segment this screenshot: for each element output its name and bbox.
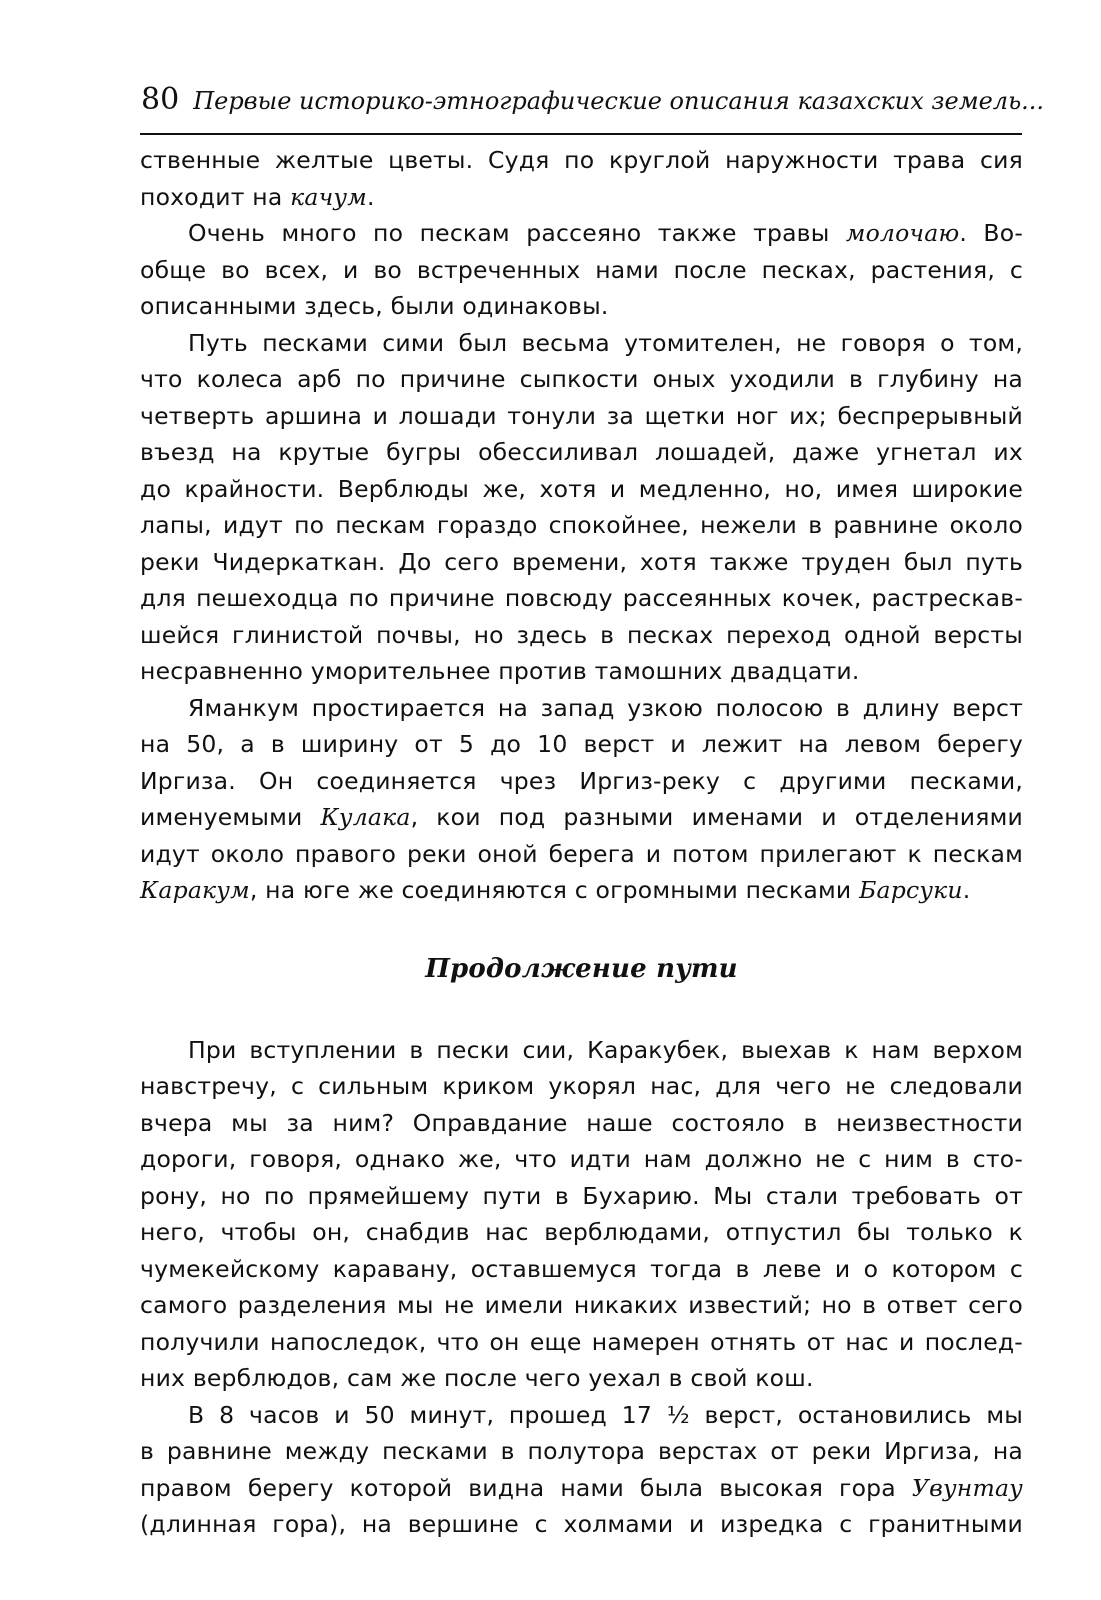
- text-line: [140, 507, 1023, 544]
- text-run: именуемыми: [140, 803, 321, 831]
- text-line: [140, 1105, 1023, 1142]
- text-run: до крайности. Верблюды же, хотя и медленно, но, имея широкие: [140, 474, 1023, 503]
- text-line: [140, 288, 1023, 325]
- text-line: [140, 142, 1023, 179]
- text-run: навстречу, с сильным криком укорял нас, для чего не следовали: [140, 1072, 1023, 1100]
- text-run: для пешеходца по причине повсюду рассеянных кочек, растрескав-: [140, 584, 1023, 612]
- text-run: .: [962, 876, 971, 904]
- page-number: 80: [141, 82, 180, 117]
- text-line: [140, 1360, 1023, 1397]
- paragraph: [140, 1397, 1023, 1543]
- text-run: В 8 часов и 50 минут, прошед 17 ½ верст, остановились мы: [188, 1400, 1023, 1429]
- text-line: [140, 1032, 1023, 1069]
- text-line: [140, 1324, 1023, 1361]
- text-line: [140, 1506, 1023, 1543]
- text-run: Очень много по пескам рассеяно также травы: [188, 219, 846, 247]
- text-line: [140, 1178, 1023, 1215]
- text-line: [140, 617, 1023, 654]
- text-run: идут около правого реки оной берега и потом прилегают к пескам: [140, 839, 1023, 868]
- text-line: [140, 1287, 1023, 1324]
- body-text: [140, 142, 1023, 1543]
- text-run: него, чтобы он, снабдив нас верблюдами, отпустил бы только к: [140, 1218, 1023, 1246]
- paragraph: [140, 1032, 1023, 1397]
- text-line: [140, 1214, 1023, 1251]
- running-title: Первые историко-этнографические описания казахских земель...: [193, 87, 1045, 115]
- text-line: [140, 580, 1023, 617]
- text-line: [140, 1068, 1023, 1105]
- text-run: получили напоследок, что он еще намерен отнять от нас и послед-: [140, 1327, 1023, 1356]
- paragraph: [140, 142, 1023, 215]
- text-run: правом берегу которой видна нами была высокая гора: [140, 1473, 912, 1502]
- text-run: походит на: [140, 182, 291, 211]
- text-run: ственные желтые цветы. Судя по круглой наружности трава сия: [140, 146, 1023, 174]
- text-run: реки Чидеркаткан. До сего времени, хотя также труден был путь: [140, 547, 1023, 576]
- text-line: [140, 179, 1023, 216]
- text-run: описанными здесь, были одинаковы.: [140, 292, 609, 320]
- italic-term: Кулака: [320, 803, 411, 831]
- text-line: [140, 653, 1023, 690]
- text-line: [140, 1251, 1023, 1288]
- text-line: [140, 1470, 1023, 1507]
- text-line: [140, 872, 1023, 909]
- text-run: обще во всех, и во встреченных нами после песках, растения, с: [140, 255, 1023, 284]
- text-line: [140, 434, 1023, 471]
- paragraph: [140, 215, 1023, 325]
- text-run: въезд на крутые бугры обессиливал лошадей, даже угнетал их: [140, 438, 1023, 466]
- italic-term: качум: [290, 182, 367, 211]
- paragraph: [140, 325, 1023, 690]
- text-line: [140, 799, 1023, 836]
- text-run: что колеса арб по причине сыпкости оных уходили в глубину на: [140, 365, 1023, 393]
- header-rule: [140, 133, 1022, 135]
- section-text-1: [140, 142, 1023, 909]
- text-line: [140, 690, 1023, 727]
- text-line: [140, 763, 1023, 800]
- italic-term: молочаю: [845, 219, 960, 247]
- text-run: .: [366, 182, 375, 211]
- text-run: . Во-: [959, 219, 1024, 247]
- text-line: [140, 361, 1023, 398]
- italic-term: Барсуки: [859, 876, 963, 904]
- text-line: [140, 1397, 1023, 1434]
- paragraph: [140, 690, 1023, 909]
- italic-term: Увунтау: [911, 1473, 1023, 1502]
- text-run: При вступлении в пески сии, Каракубек, выехав к нам верхом: [188, 1035, 1023, 1064]
- section-text-2: [140, 1032, 1023, 1543]
- text-line: [140, 471, 1023, 508]
- text-line: [140, 252, 1023, 289]
- text-run: на 50, а в ширину от 5 до 10 верст и лежит на левом берегу: [140, 730, 1023, 758]
- text-run: несравненно уморительнее против тамошних двадцати.: [140, 657, 860, 685]
- text-line: [140, 726, 1023, 763]
- running-header: [141, 82, 1045, 117]
- text-line: [140, 1141, 1023, 1178]
- text-run: Иргиза. Он соединяется чрез Иргиз-реку с другими песками,: [140, 766, 1023, 795]
- text-run: Путь песками сими был весьма утомителен, не говоря о том,: [188, 328, 1023, 357]
- text-line: [140, 836, 1023, 873]
- text-line: [140, 215, 1023, 252]
- text-run: (длинная гора), на вершине с холмами и изредка с гранитными: [140, 1510, 1023, 1538]
- text-run: в равнине между песками в полутора верстах от реки Иргиза, на: [140, 1437, 1023, 1465]
- text-run: шейся глинистой почвы, но здесь в песках переход одной версты: [140, 620, 1023, 649]
- text-run: Яманкум простирается на запад узкою полосою в длину верст: [188, 693, 1023, 722]
- text-run: них верблюдов, сам же после чего уехал в свой кош.: [140, 1364, 814, 1392]
- text-run: , на юге же соединяются с огромными песками: [249, 876, 860, 904]
- text-run: самого разделения мы не имели никаких известий; но в ответ сего: [140, 1291, 1023, 1319]
- text-run: четверть аршина и лошади тонули за щетки ног их; беспрерывный: [140, 401, 1023, 430]
- text-line: [140, 398, 1023, 435]
- text-run: вчера мы за ним? Оправдание наше состояло в неизвестности: [140, 1108, 1023, 1137]
- text-run: дороги, говоря, однако же, что идти нам должно не с ним в сто-: [140, 1145, 1023, 1173]
- text-run: чумекейскому каравану, оставшемуся тогда в леве и о котором с: [140, 1254, 1023, 1283]
- text-run: рону, но по прямейшему пути в Бухарию. Мы стали требовать от: [140, 1181, 1023, 1210]
- section-heading: Продолжение пути: [425, 953, 738, 984]
- text-line: [140, 544, 1023, 581]
- italic-term: Каракум: [140, 876, 250, 904]
- text-run: лапы, идут по пескам гораздо спокойнее, нежели в равнине около: [140, 511, 1023, 539]
- text-line: [140, 325, 1023, 362]
- text-line: [140, 1433, 1023, 1470]
- text-run: , кои под разными именами и отделениями: [410, 803, 1023, 831]
